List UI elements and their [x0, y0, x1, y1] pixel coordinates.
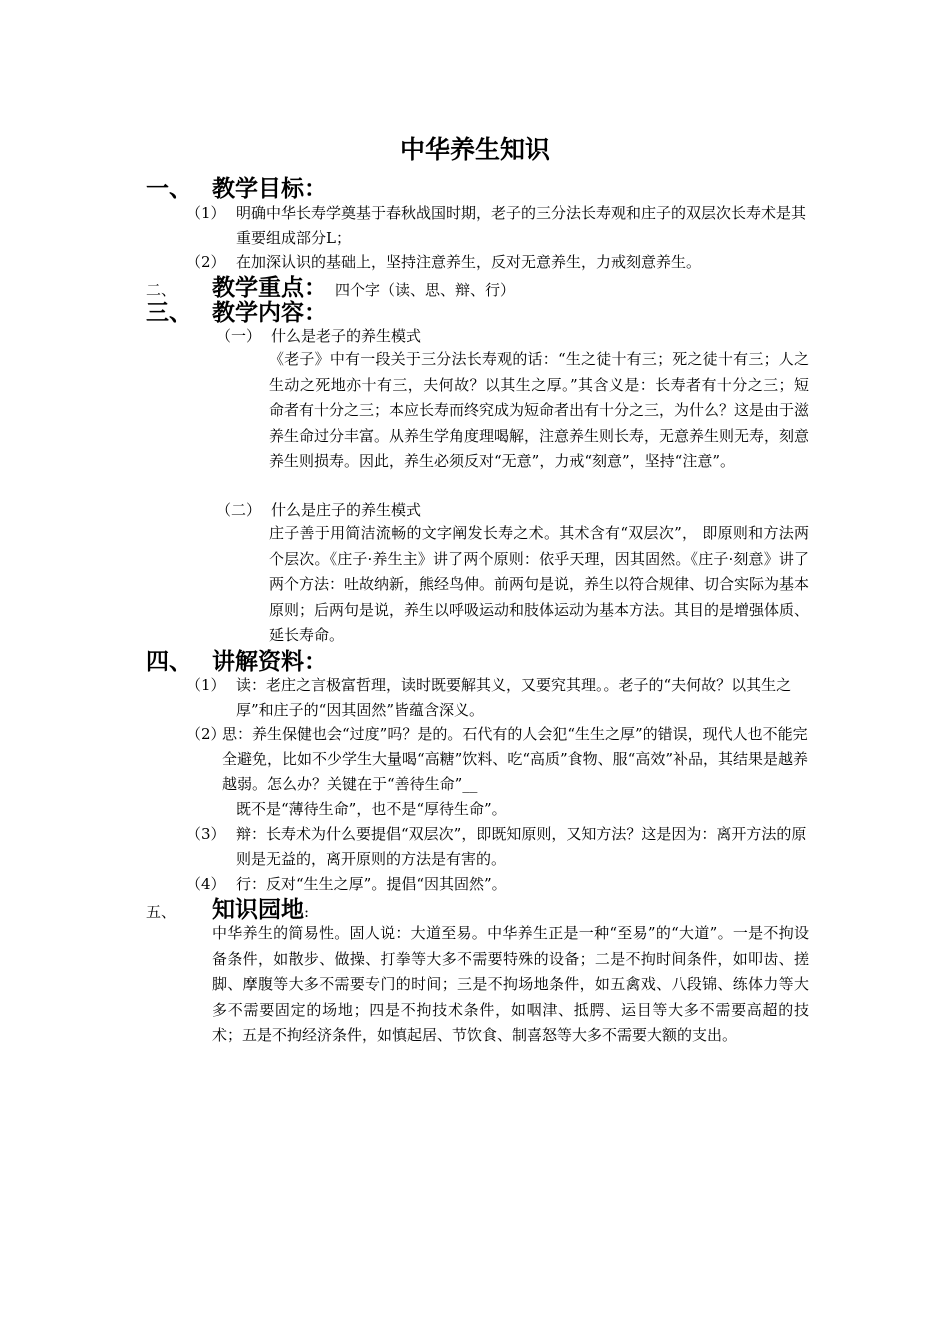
s3-sub-2-title: 什么是庄子的养生模式 — [271, 501, 422, 519]
s4-item-3-number: （3） — [186, 825, 226, 843]
section-5-title: 知识园地 — [212, 897, 304, 923]
section-3-heading — [146, 299, 327, 327]
section-2-number: 二、 — [146, 281, 177, 299]
s4-item-1-text: 读：老庄之言极富哲理，读时既要解其义，又要究其理。。老子的“夫何故？以其生之厚”和庄子的“因其固然”皆蕴含深义。 — [236, 676, 792, 719]
s3-sub-1-number: （一） — [216, 327, 262, 345]
s5-body: 中华养生的简易性。固人说：大道至易。中华养生正是一种“至易”的“大道”。一是不拘设备条件，如散步、做操、打拳等大多不需要特殊的设备；二是不拘时间条件，如叩齿、搓脚、摩腹等大多不需要专门的时间；三是不拘场地条件，如五禽戏、八段锦、练体力等大多不需要固定的场地；四是不拘技术条件，如咽津、抵腭、运目等大多不需要高超的技术；五是不拘经济条件，如慎起居、节饮食、制喜怒等大多不需要大额的支出。 — [212, 924, 809, 1044]
s4-item-4 — [186, 872, 810, 897]
s3-sub-2-number: （二） — [216, 501, 262, 519]
s1-item-1-text: 明确中华长寿学奠基于春秋战国时期，老子的三分法长寿观和庄子的双层次长寿术是其重要组成部分L； — [236, 204, 807, 247]
s4-item-3 — [186, 822, 810, 872]
section-2-title: 教学重点： — [212, 275, 327, 301]
s3-sub-2-body: 庄子善于用简洁流畅的文字阐发长寿之术。其术含有“双层次”， 即原则和方法两个层次。《庄子·养生主》讲了两个原则：依乎天理，因其固然。《庄子·刻意》讲了两个方法：吐故纳新，熊经鸟伸。前两句是说，养生以符合规律、切合实际为基本原则；后两句是说，养生以呼吸运动和肢体运动为基本方法。其目的是增强体质、延长寿命。 — [269, 524, 810, 644]
section-2-text: 四个字（读、思、辩、行） — [335, 281, 516, 299]
document-title: 中华养生知识 — [399, 135, 550, 164]
section-4-heading — [146, 648, 327, 676]
section-5-number: 五、 — [146, 903, 177, 921]
s1-item-2 — [186, 250, 810, 275]
s4-item-2-text-continued: 既不是“薄待生命”，也不是“厚待生命”。 — [236, 800, 507, 818]
s1-item-1-number: （1） — [186, 204, 226, 222]
s4-item-3-text: 辩：长寿术为什么要提倡“双层次”，即既知原则，又知方法？这是因为：离开方法的原则是无益的，离开原则的方法是有害的。 — [236, 825, 807, 868]
section-1-title: 教学目标： — [212, 176, 327, 202]
s1-item-2-text: 在加深认识的基础上，坚持注意养生，反对无意养生，力戒刻意养生。 — [236, 253, 702, 271]
s4-item-1 — [186, 673, 810, 723]
s4-item-2-text: 思：养生保健也会“过度”吗？是的。石代有的人会犯“生生之厚”的错误，现代人也不能完全避免，比如不少学生大量喝“高糖”饮料、吃“高质”食物、服“高效”补品，其结果是越养越弱。怎么办？关键在于“善待生命”__ — [222, 725, 809, 793]
s3-sub-1-title: 什么是老子的养生模式 — [271, 327, 422, 345]
s1-item-2-number: （2） — [186, 253, 226, 271]
section-4-number: 四、 — [146, 649, 192, 675]
s3-sub-2-heading — [216, 498, 421, 523]
section-1-heading — [146, 175, 327, 203]
section-5-colon: : — [304, 903, 310, 921]
s4-item-2-number: （2） — [186, 725, 226, 743]
section-4-title: 讲解资料： — [212, 649, 327, 675]
s1-item-1 — [186, 201, 810, 251]
s3-sub-1-body: 《老子》中有一段关于三分法长寿观的话：“生之徒十有三；死之徒十有三；人之生动之死地亦十有三，夫何故？以其生之厚。”其含义是：长寿者有十分之三；短命者有十分之三；本应长寿而终究成为短命者出有十分之三，为什么？这是由于滋养生命过分丰富。从养生学角度理喝解，注意养生则长寿，无意养生则无寿，刻意养生则损寿。因此，养生必须反对“无意”，力戒“刻意”，坚持“注意”。 — [269, 350, 810, 470]
s3-sub-1-heading — [216, 324, 421, 349]
s4-item-1-number: （1） — [186, 676, 226, 694]
section-3-number: 三、 — [146, 300, 192, 326]
section-3-title: 教学内容： — [212, 300, 327, 326]
s4-item-4-number: （4） — [186, 875, 226, 893]
section-1-number: 一、 — [146, 176, 192, 202]
s4-item-2 — [186, 722, 810, 822]
s4-item-4-text: 行：反对“生生之厚”。提倡“因其固然”。 — [236, 875, 507, 893]
